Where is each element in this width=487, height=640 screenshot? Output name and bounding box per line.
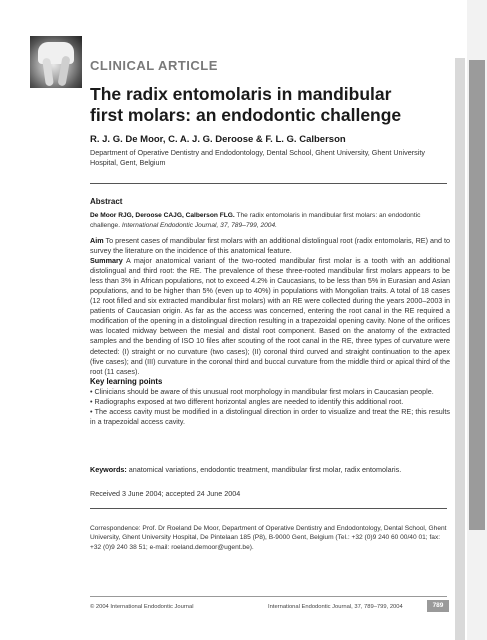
correspondence: Correspondence: Prof. Dr Roeland De Moor, Department of Operative Dentistry and Endodontology, Dental School, Ghent University, Ghent University Hospital, De Pintelaan 185 (P8), B-9000 Gent, Belgium (Tel.: +32 (0)9 240 60 00/40 01; fax: +32 (0)9 240 38 51; e-mail: roeland.demoor@ugent.be). — [90, 525, 447, 551]
section-label: CLINICAL ARTICLE — [90, 58, 218, 73]
footer-divider — [90, 596, 447, 597]
keywords-label: Keywords: — [90, 465, 127, 474]
authors: R. J. G. De Moor, C. A. J. G. Deroose & F. L. G. Calberson — [90, 134, 346, 145]
citation-journal: International Endodontic Journal, 37, 789–799, 2004. — [121, 221, 277, 229]
scroll-thumb[interactable] — [469, 60, 485, 530]
key-point: • Radiographs exposed at two different horizontal angles are needed to identify this additional root. — [90, 396, 404, 406]
key-point: • The access cavity must be modified in a distolingual direction in order to visualize and treat the RE; this results in a trapezoidal access cavity. — [90, 406, 450, 426]
divider — [90, 183, 447, 184]
aim-text: To present cases of mandibular first molars with an additional distolingual root (radix entomolaris, RE) and to survey the literature on the incidence of this anatomical feature. — [90, 236, 450, 256]
article-title — [90, 84, 420, 126]
abstract-citation — [90, 211, 450, 230]
citation-authors: De Moor RJG, Deroose CAJG, Calberson FLG. — [90, 212, 235, 219]
divider — [90, 508, 447, 509]
keywords-text: anatomical variations, endodontic treatment, mandibular first molar, radix entomolaris. — [126, 465, 402, 474]
margin-bar — [455, 58, 465, 640]
aim-label: Aim — [90, 236, 104, 245]
title-line-2: first molars: an endodontic challenge — [90, 105, 402, 125]
received-date: Received 3 June 2004; accepted 24 June 2004 — [90, 489, 241, 498]
keywords — [90, 465, 450, 475]
summary-label: Summary — [90, 256, 123, 266]
radiograph-thumbnail — [30, 36, 82, 88]
key-point: • Clinicians should be aware of this unusual root morphology in mandibular first molars in Caucasian people. — [90, 386, 434, 396]
page-number: 789 — [427, 600, 449, 612]
aim-paragraph — [90, 236, 450, 256]
key-points-heading: Key learning points — [90, 376, 163, 386]
summary-paragraph — [90, 256, 450, 377]
abstract-heading: Abstract — [90, 197, 123, 206]
footer-journal-ref: International Endodontic Journal, 37, 789–799, 2004 — [268, 604, 403, 610]
title-line-1: The radix entomolaris in mandibular — [90, 84, 392, 104]
summary-text: A major anatomical variant of the two-rooted mandibular first molar is a tooth with an additional distolingual and third root: the RE. The prevalence of these three-rooted mandibular first molars appears to be less than 3% in African populations, not to exceed 4.2% in Caucasians, to be less than 5% in Eurasian and Asian populations, and to be higher than 5% (even up to 40%) in populations with Mongolian traits. A total of 18 cases (12 root filled and six extracted mandibular first molars) with an RE were collected during the years 2000–2003 in patients of Caucasian origin. As far as the access was concerned, entering the root canal in the RE required a modification of the opening in a distolingual direction resulting in a trapezoidal opening cavity. None of the orifices was located midway between the mesial and distal root component. Based on the anatomy of the extracted samples and the bending of ISO 10 files after scouting of the root canal in the RE, three types of curvature were detected: (I) straight or no curvature (two cases); (II) coronal third curved and straight continuation to the apex (five cases); and (III) curvature in the coronal third and buccal curvature from the middle third or apical third of the root (11 cases). — [90, 256, 450, 376]
affiliation: Department of Operative Dentistry and Endodontology, Dental School, Ghent University, Ghent University Hospital, Gent, Belgium — [90, 148, 425, 167]
citation-title: The radix entomolaris in mandibular first molars: an endodontic challenge. — [90, 212, 421, 229]
abstract-body — [90, 236, 450, 427]
footer-copyright: © 2004 International Endodontic Journal — [90, 604, 194, 610]
